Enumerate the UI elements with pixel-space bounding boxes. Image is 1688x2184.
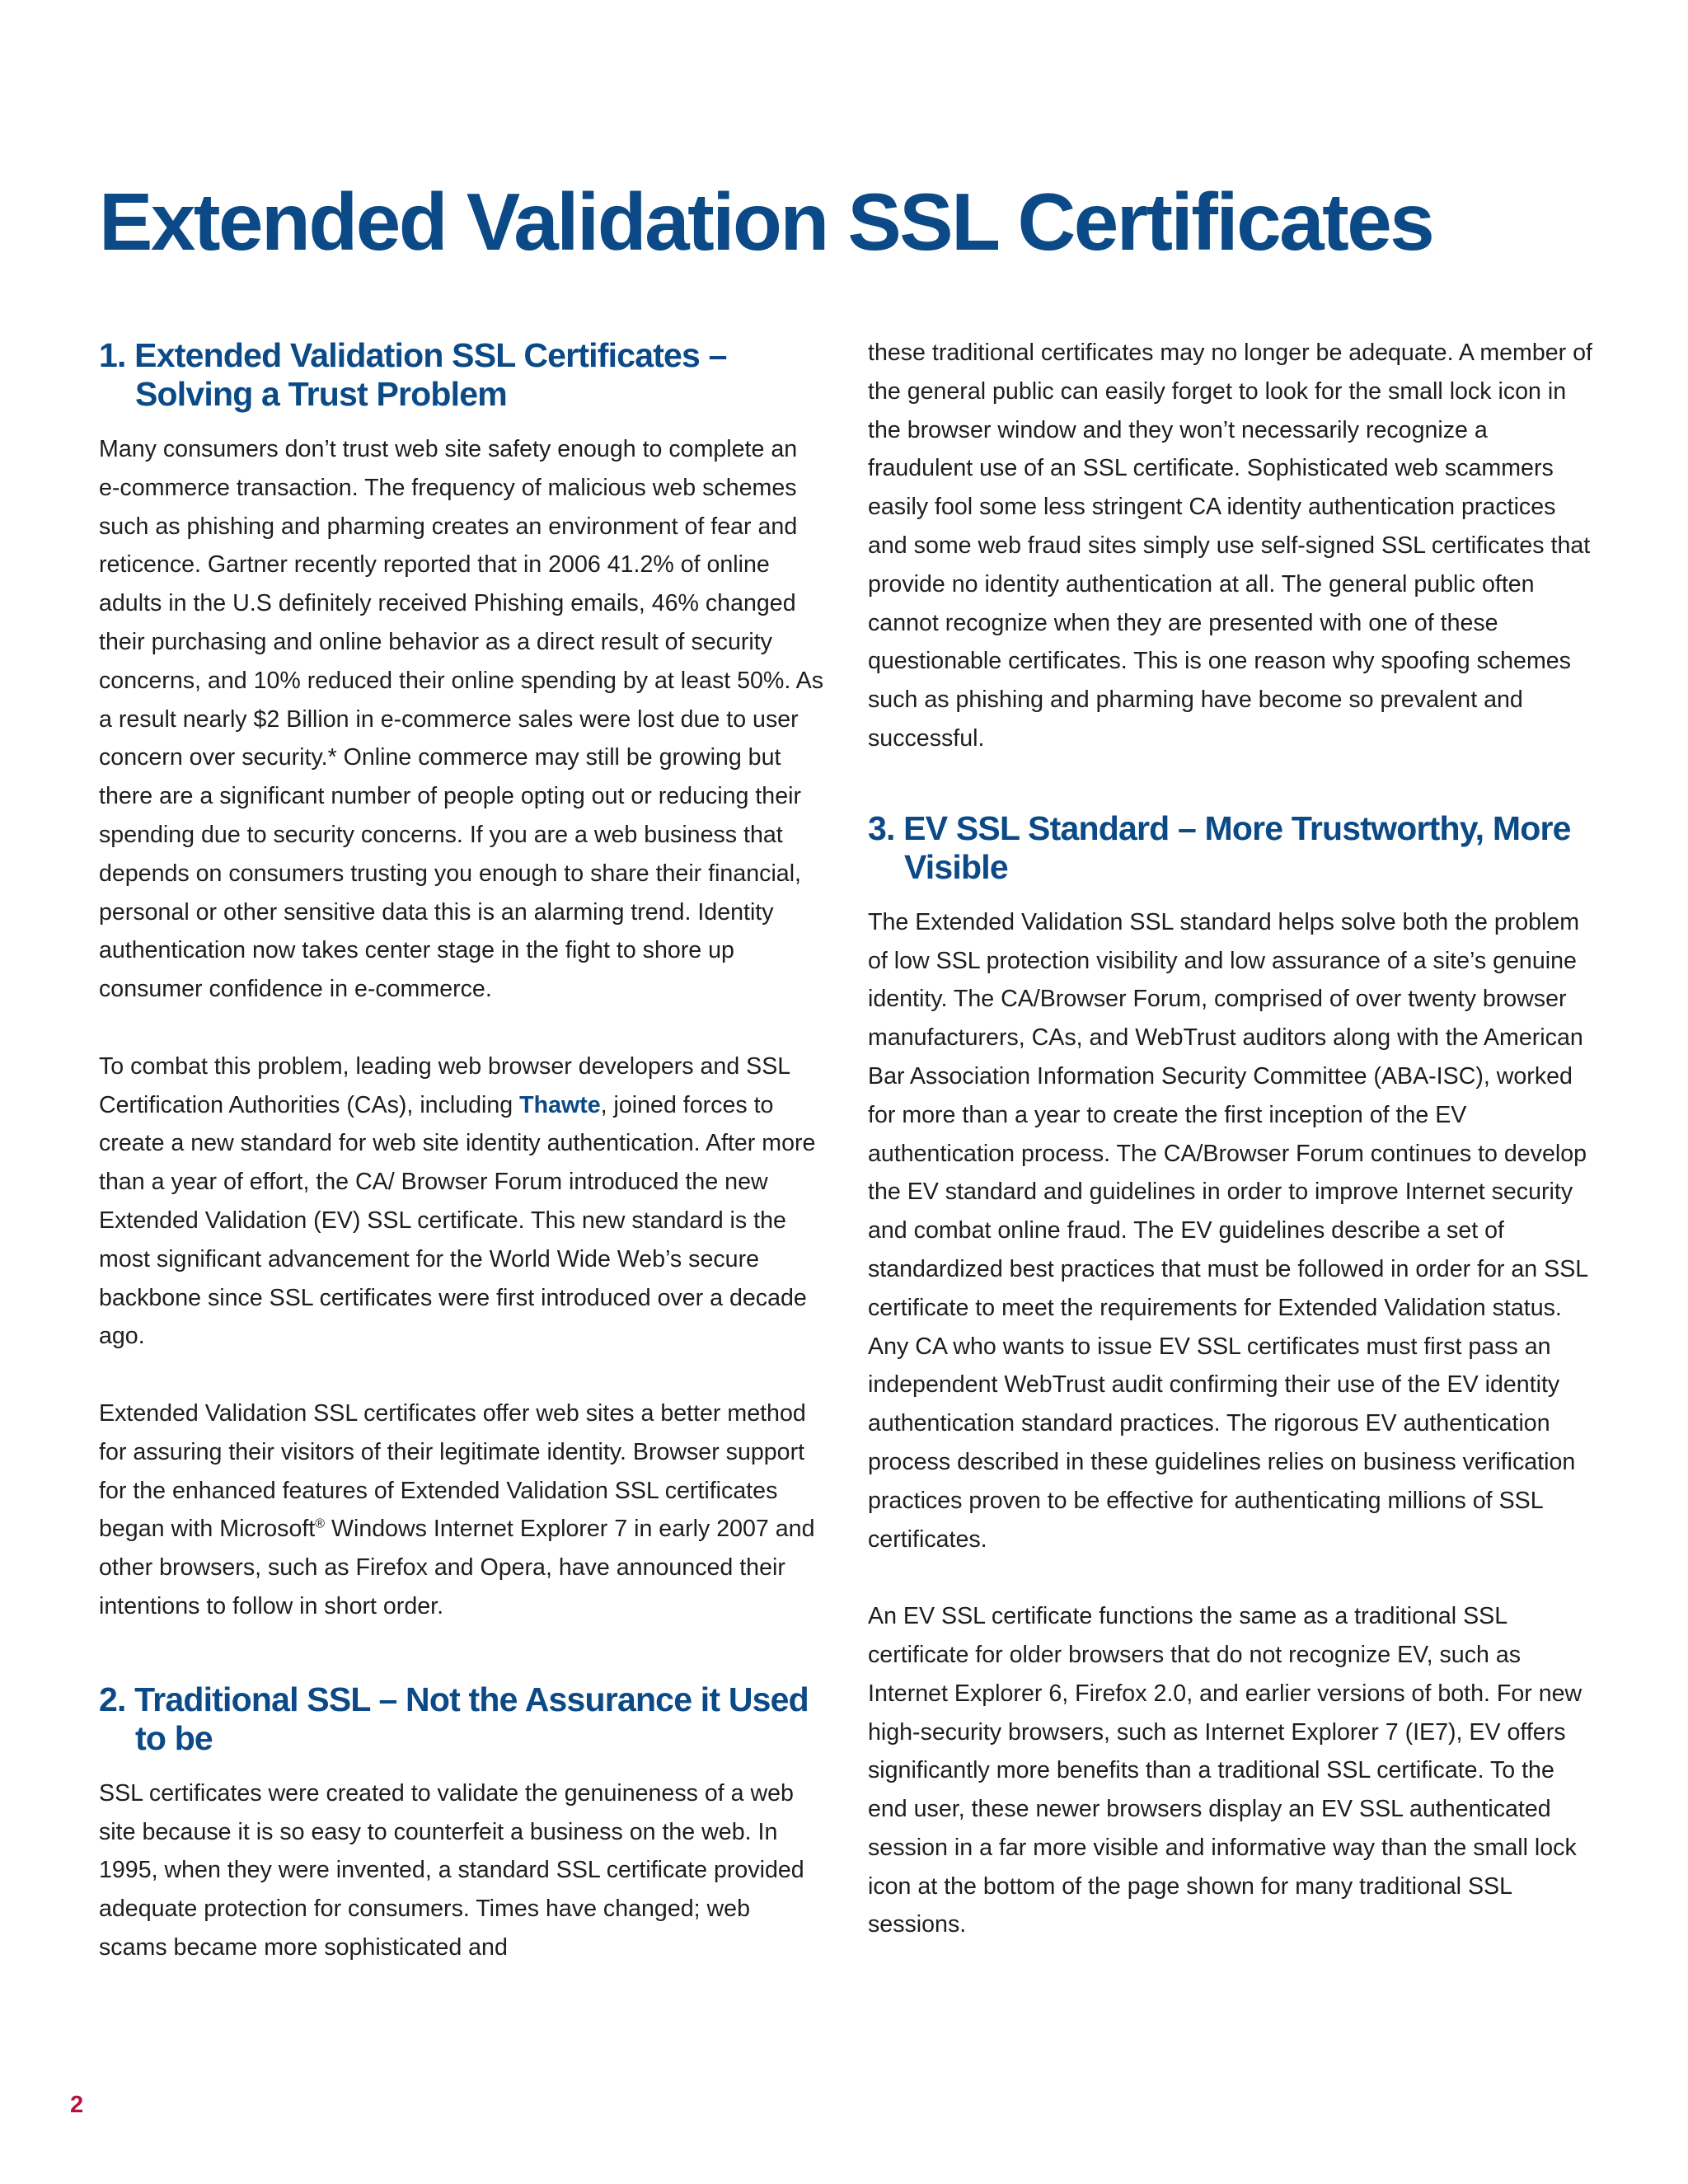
section-1-paragraph-2 [99, 1047, 824, 1356]
section-1-paragraph-3 [99, 1394, 824, 1626]
thawte-link[interactable]: Thawte [519, 1091, 601, 1118]
left-column [99, 336, 824, 1967]
section-1-paragraph-3-text-a: Extended Validation SSL certificates offer web sites a better method for assuring their visitors of their legitimate identity. Browser support for the enhanced features of Extended Validation SSL certificates began with Microsoft [99, 1399, 806, 1543]
section-3-paragraph-2: An EV SSL certificate functions the same as a traditional SSL certificate for older browsers that do not recognize EV, such as Internet Explorer 6, Firefox 2.0, and earlier versions of both. For new high-security browsers, such as Internet Explorer 7 (IE7), EV offers significantly more benefits than a traditional SSL certificate. To the end user, these newer browsers display an EV SSL authenticated session in a far more visible and informative way than the small lock icon at the bottom of the page shown for many traditional SSL sessions. [868, 1603, 1582, 1938]
page-title: Extended Validation SSL Certificates [99, 176, 1433, 267]
section-3-heading: 3. EV SSL Standard – More Trustworthy, More Visible [868, 808, 1571, 886]
right-column [868, 334, 1593, 1944]
section-2-heading: 2. Traditional SSL – Not the Assurance it Used to be [99, 1680, 809, 1757]
section-2-paragraph-1: SSL certificates were created to validate the genuineness of a web site because it is so easy to counterfeit a business on the web. In 1995, when they were invented, a standard SSL certificate provided adequate protection for consumers. Times have changed; web scams became more sophisticated and [99, 1779, 804, 1961]
section-1-paragraph-3-text-b: Windows Internet Explorer 7 in early 2007 and other browsers, such as Firefox and Opera, have announced their intentions to follow in short order. [99, 1516, 815, 1619]
registered-mark: ® [315, 1516, 326, 1531]
section-2-paragraph-1-continued: these traditional certificates may no longer be adequate. A member of the general public can easily forget to look for the small lock icon in the browser window and they won’t necessarily recognize a fraudulent use of an SSL certificate. Sophisticated web scammers easily fool some less stringent CA identity authentication practices and some web fraud sites simply use self-signed SSL certificates that provide no identity authentication at all. The general public often cannot recognize when they are presented with one of these questionable certificates. This is one reason why spoofing schemes such as phishing and pharming have become so prevalent and successful. [868, 340, 1592, 752]
section-1-paragraph-2-text-b: , joined forces to create a new standard for web site identity authentication. After more than a year of effort, the CA/ Browser Forum introduced the new Extended Validation (EV) SSL certificate. This new standard is the most significant advancement for the World Wide Web’s secure backbone since SSL certificates were first introduced over a decade ago. [99, 1091, 816, 1350]
section-3-paragraph-1: The Extended Validation SSL standard helps solve both the problem of low SSL protection visibility and low assurance of a site’s genuine identity. The CA/Browser Forum, comprised of over twenty browser manufacturers, CAs, and WebTrust auditors along with the American Bar Association Information Security Committee (ABA-ISC), worked for more than a year to create the first inception of the EV authentication process. The CA/Browser Forum continues to develop the EV standard and guidelines in order to improve Internet security and combat online fraud. The EV guidelines describe a set of standardized best practices that must be followed in order for an SSL certificate to meet the requirements for Extended Validation status. Any CA who wants to issue EV SSL certificates must first pass an independent WebTrust audit confirming their use of the EV identity authentication standard practices. The rigorous EV authentication process described in these guidelines relies on business verification practices proven to be effective for authenticating millions of SSL certificates. [868, 908, 1588, 1553]
page-number: 2 [70, 2092, 84, 2118]
section-1-paragraph-2-text-a: To combat this problem, leading web browser developers and SSL Certification Authorities (CAs), including [99, 1052, 790, 1118]
section-1-heading: 1. Extended Validation SSL Certificates – Solving a Trust Problem [99, 336, 727, 413]
section-1-paragraph-1: Many consumers don’t trust web site safety enough to complete an e-commerce transaction. The frequency of malicious web schemes such as phishing and pharming creates an environment of fear and reticence. Gartner recently reported that in 2006 41.2% of online adults in the U.S definitely received Phishing emails, 46% changed their purchasing and online behavior as a direct result of security concerns, and 10% reduced their online spending by at least 50%. As a result nearly $2 Billion in e-commerce sales were lost due to user concern over security.* Online commerce may still be growing but there are a significant number of people opting out or reducing their spending due to security concerns. If you are a web business that depends on consumers trusting you enough to share their financial, personal or other sensitive data this is an alarming trend. Identity authentication now takes center stage in the fight to shore up consumer confidence in e-commerce. [99, 436, 824, 1003]
